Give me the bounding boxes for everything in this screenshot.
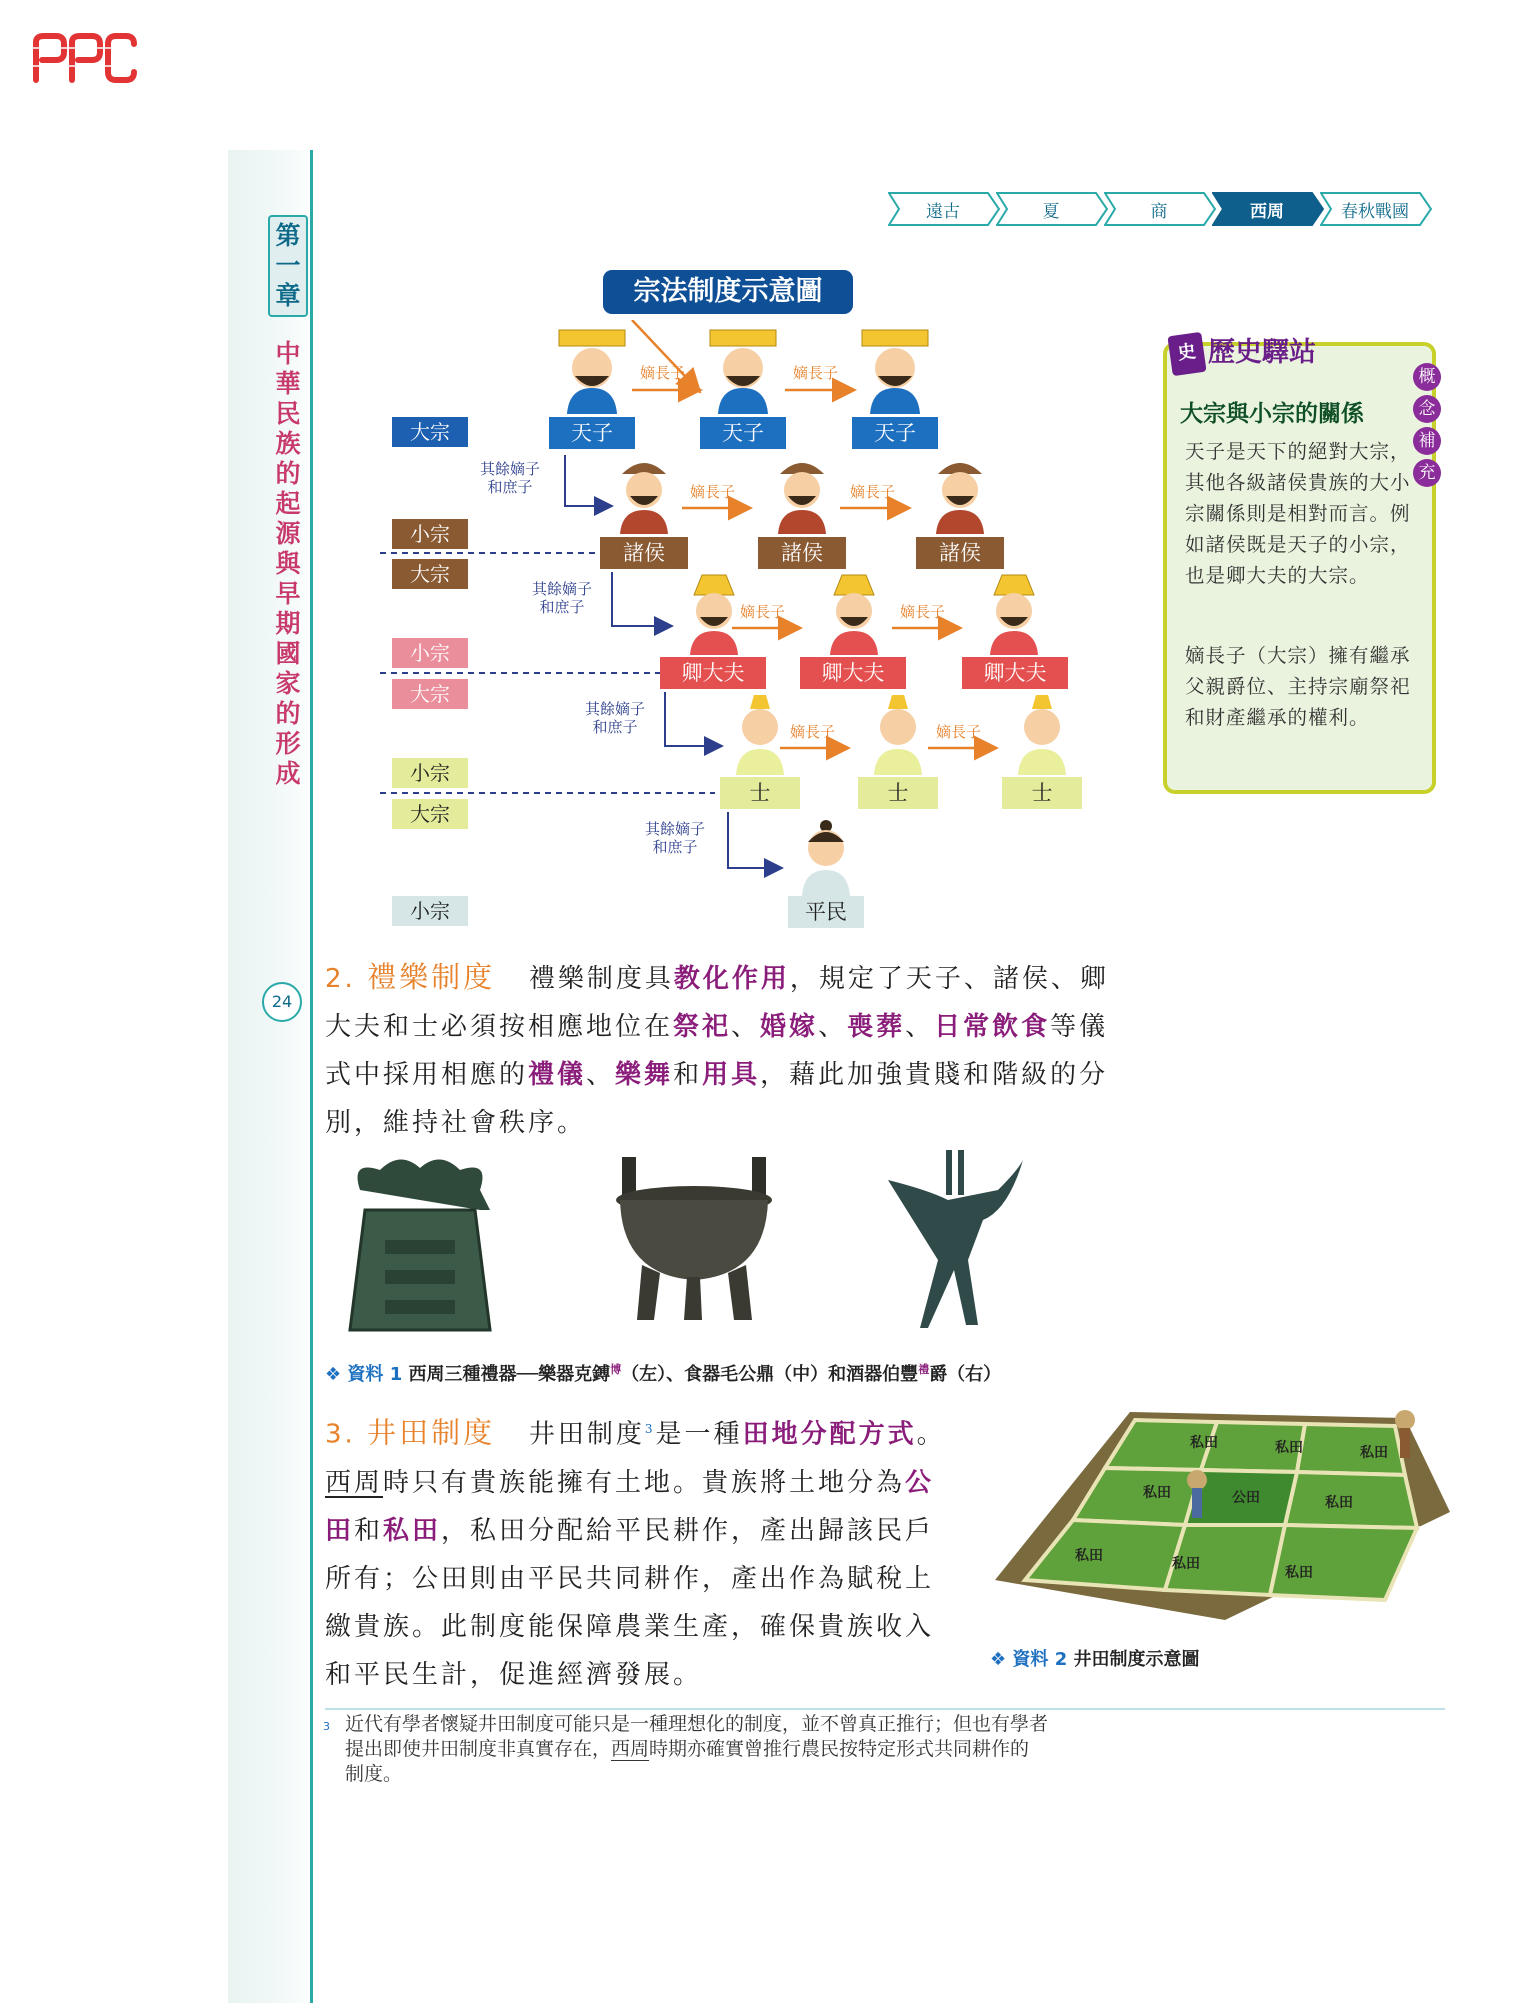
scholar-figure	[868, 695, 928, 775]
chapter-char: 期	[275, 609, 301, 638]
underlined-term: 西周	[611, 1738, 650, 1760]
text: 、	[586, 1060, 616, 1090]
timeline-label: 春秋戰國	[1341, 201, 1409, 222]
emperor-figure	[555, 328, 629, 414]
rank-label: 大宗	[392, 559, 468, 589]
keyword: 教化作用	[673, 964, 790, 994]
node-zhuhou: 諸侯	[758, 537, 846, 569]
node-qingdafu: 卿大夫	[660, 657, 766, 689]
chapter-char: 與	[275, 549, 301, 578]
node-qingdafu: 卿大夫	[962, 657, 1068, 689]
text-line	[325, 1003, 1145, 1051]
scholar-figure	[730, 695, 790, 775]
rank-label: 小宗	[392, 896, 468, 926]
node-shi: 士	[720, 777, 800, 809]
timeline-label: 西周	[1250, 201, 1284, 222]
node-tianzi: 天子	[700, 417, 786, 449]
chapter-char: 民	[275, 399, 301, 428]
keyword: 喪葬	[847, 1012, 906, 1042]
keyword: 日常飲食	[934, 1012, 1051, 1042]
footnote-divider	[325, 1708, 1445, 1710]
section-number: 3.	[325, 1419, 356, 1450]
text: 別，維持社會秩序。	[325, 1108, 587, 1138]
minister-figure	[682, 573, 746, 655]
minister-figure	[982, 573, 1046, 655]
text-line	[325, 1405, 965, 1459]
chapter-char: 第	[275, 221, 301, 250]
keyword: 婚嫁	[760, 1012, 819, 1042]
text: 所有；公田則由平民共同耕作，產出作為賦稅上	[325, 1563, 935, 1594]
emperor-figure	[858, 328, 932, 414]
other-sons-line: 其餘嫡子	[531, 580, 592, 598]
concept-tag-char: 充	[1413, 459, 1441, 487]
chapter-char: 早	[275, 579, 301, 608]
rank-label: 大宗	[392, 679, 468, 709]
section-well-field	[325, 1405, 965, 1699]
keyword: 私田	[383, 1515, 442, 1546]
section-number: 2.	[325, 964, 356, 994]
pronunciation-note: 博	[610, 1363, 622, 1376]
text: 時期亦確實曾推行農民按特定形式共同耕作的	[649, 1738, 1030, 1760]
text: 、	[731, 1012, 761, 1042]
source2-caption	[990, 1645, 1200, 1671]
chapter-char: 中	[275, 339, 301, 368]
diagram-title: 宗法制度示意圖	[603, 270, 853, 314]
public-field-label: 公田	[1232, 1490, 1260, 1506]
timeline-item-active[interactable]	[1212, 192, 1322, 226]
private-field-label: 私田	[1285, 1565, 1313, 1581]
timeline-item[interactable]	[996, 192, 1106, 226]
text: 、	[905, 1012, 935, 1042]
rank-label: 小宗	[392, 638, 468, 668]
pronunciation-note: 禮	[918, 1363, 930, 1376]
timeline-item[interactable]	[1320, 192, 1430, 226]
source-label: 資料 2	[1012, 1649, 1068, 1670]
text-line	[325, 1051, 1145, 1099]
eldest-son-label: 嫡長子	[740, 603, 786, 621]
feudal-lord-figure	[770, 452, 834, 534]
caption-text: （左）、食器毛公鼎（中）和酒器伯豐	[621, 1364, 919, 1385]
text: 大夫和士必須按相應地位在	[325, 1012, 674, 1042]
chapter-char: 起	[275, 489, 301, 518]
other-sons-line: 其餘嫡子	[644, 820, 705, 838]
chapter-title-vertical	[268, 215, 308, 789]
sidebox-paragraph: 嫡長子（大宗）擁有繼承父親爵位、主持宗廟祭祀和財產繼承的權利。	[1185, 644, 1411, 729]
private-field-label: 私田	[1360, 1445, 1388, 1461]
text-line	[325, 1651, 965, 1699]
section-ritual-music	[325, 953, 1145, 1147]
text-line	[325, 1555, 965, 1603]
concept-tag-char: 補	[1413, 427, 1441, 455]
node-tianzi: 天子	[852, 417, 938, 449]
timeline-item[interactable]	[888, 192, 998, 226]
sidebox-subtitle: 大宗與小宗的關係	[1180, 401, 1364, 427]
node-shi: 士	[858, 777, 938, 809]
other-sons-label	[575, 700, 655, 736]
bronze-jue-image	[888, 1150, 1028, 1330]
rank-label: 小宗	[392, 758, 468, 788]
bronze-bell-image	[340, 1150, 500, 1340]
eldest-son-label: 嫡長子	[793, 364, 839, 382]
other-sons-line: 和庶子	[592, 718, 638, 736]
caption-text: 爵（右）	[929, 1364, 1002, 1385]
private-field-label: 私田	[1143, 1485, 1171, 1501]
well-field-illustration	[985, 1400, 1455, 1625]
eldest-son-label: 嫡長子	[640, 364, 686, 382]
caption-text: 西周三種禮器──樂器克鎛	[408, 1364, 611, 1385]
other-sons-line: 和庶子	[539, 598, 585, 616]
rank-label: 大宗	[392, 417, 468, 447]
text: 、	[818, 1012, 848, 1042]
private-field-label: 私田	[1275, 1440, 1303, 1456]
text: 式中採用相應的	[325, 1060, 529, 1090]
feudal-lord-figure	[612, 452, 676, 534]
text: ，藉此加強貴賤和階級的分	[760, 1060, 1109, 1090]
node-tianzi: 天子	[549, 417, 635, 449]
caption-text: 井田制度示意圖	[1073, 1649, 1200, 1670]
text: 和平民生計，促進經濟發展。	[325, 1659, 703, 1690]
eldest-son-label: 嫡長子	[690, 483, 736, 501]
text-line	[325, 953, 1145, 1003]
node-pingmin: 平民	[788, 896, 864, 928]
private-field-label: 私田	[1075, 1548, 1103, 1564]
timeline-label: 遠古	[926, 201, 960, 222]
chapter-number	[268, 215, 308, 317]
bronze-ding-image	[612, 1155, 777, 1320]
emperor-figure	[706, 328, 780, 414]
minister-figure	[822, 573, 886, 655]
chapter-char: 成	[275, 759, 301, 788]
rank-label: 大宗	[392, 799, 468, 829]
chapter-char: 國	[275, 639, 301, 668]
other-sons-label	[635, 820, 715, 856]
text: 和	[673, 1060, 703, 1090]
chapter-char: 家	[275, 669, 301, 698]
other-sons-line: 和庶子	[652, 838, 698, 856]
keyword: 祭祀	[673, 1012, 732, 1042]
eldest-son-label: 嫡長子	[790, 723, 836, 741]
node-qingdafu: 卿大夫	[800, 657, 906, 689]
text: 提出即使井田制度非真實存在，	[345, 1738, 612, 1760]
footnote-line: 制度。	[345, 1763, 403, 1785]
keyword: 用具	[702, 1060, 761, 1090]
text-line	[325, 1099, 1145, 1147]
text: 等儀	[1050, 1012, 1109, 1042]
text: 。	[916, 1419, 946, 1450]
keyword: 禮儀	[528, 1060, 587, 1090]
private-field-label: 私田	[1190, 1435, 1218, 1451]
text: 繳貴族。此制度能保障農業生產，確保貴族收入	[325, 1611, 935, 1642]
other-sons-line: 其餘嫡子	[479, 460, 540, 478]
chapter-char: 形	[275, 729, 301, 758]
text: 和	[354, 1515, 384, 1546]
other-sons-line: 和庶子	[487, 478, 533, 496]
section-title: 井田制度	[367, 1415, 496, 1450]
chapter-char: 源	[275, 519, 301, 548]
publisher-logo	[30, 30, 140, 90]
text: ，規定了天子、諸侯、卿	[789, 964, 1109, 994]
rank-label: 小宗	[392, 519, 468, 549]
text-line	[325, 1459, 965, 1507]
text: 時只有貴族能擁有土地。貴族將土地分為	[383, 1467, 906, 1498]
feudal-lord-figure	[928, 452, 992, 534]
text-line	[325, 1603, 965, 1651]
footnote-number: 3	[323, 1720, 330, 1733]
chapter-char: 的	[275, 459, 301, 488]
node-zhuhou: 諸侯	[916, 537, 1004, 569]
other-sons-line: 其餘嫡子	[584, 700, 645, 718]
text: 井田制度	[528, 1419, 645, 1450]
private-field-label: 私田	[1325, 1495, 1353, 1511]
concept-tag-char: 概	[1413, 363, 1441, 391]
text: ，私田分配給平民耕作，產出歸該民戶	[441, 1515, 935, 1546]
diamond-icon: ❖	[325, 1364, 342, 1385]
keyword: 田地分配方式	[742, 1419, 917, 1450]
timeline-nav	[888, 192, 1428, 226]
private-field-label: 私田	[1172, 1556, 1200, 1572]
other-sons-label	[522, 580, 602, 616]
footnote-ref[interactable]: 3	[644, 1422, 656, 1436]
commoner-figure	[796, 818, 856, 896]
source-label: 資料 1	[347, 1364, 403, 1385]
chapter-char: 一	[275, 251, 301, 280]
keyword: 田	[325, 1515, 355, 1546]
footnote-line	[345, 1737, 1145, 1762]
text-line	[325, 1507, 965, 1555]
chapter-char: 華	[275, 369, 301, 398]
history-icon: 史	[1167, 332, 1206, 376]
footnote-line: 近代有學者懷疑井田制度可能只是一種理想化的制度，並不曾真正推行；但也有學者	[345, 1713, 1049, 1735]
node-zhuhou: 諸侯	[600, 537, 688, 569]
timeline-label: 夏	[1042, 201, 1060, 222]
keyword: 公	[905, 1467, 935, 1498]
sidebar-rule	[310, 150, 313, 2003]
chapter-char: 族	[275, 429, 301, 458]
page-number: 24	[262, 982, 302, 1022]
underlined-term: 西周	[325, 1467, 384, 1498]
text: 是一種	[655, 1419, 743, 1450]
chapter-char: 的	[275, 699, 301, 728]
source1-caption	[325, 1360, 1165, 1386]
timeline-label: 商	[1150, 201, 1168, 222]
scholar-figure	[1012, 695, 1072, 775]
other-sons-label	[470, 460, 550, 496]
eldest-son-label: 嫡長子	[936, 723, 982, 741]
section-title: 禮樂制度	[367, 960, 496, 994]
eldest-son-label: 嫡長子	[900, 603, 946, 621]
text: 禮樂制度具	[528, 964, 674, 994]
keyword: 樂舞	[615, 1060, 674, 1090]
sidebox-header: 歷史驛站	[1208, 337, 1316, 368]
footnote	[323, 1712, 1145, 1787]
concept-tag-char: 念	[1413, 395, 1441, 423]
timeline-item[interactable]	[1104, 192, 1214, 226]
chapter-char: 章	[275, 281, 301, 310]
eldest-son-label: 嫡長子	[850, 483, 896, 501]
diamond-icon: ❖	[990, 1649, 1007, 1670]
node-shi: 士	[1002, 777, 1082, 809]
sidebox-paragraph: 天子是天下的絕對大宗，其他各級諸侯貴族的大小宗關係則是相對而言。例如諸侯既是天子的小宗，也是卿大夫的大宗。	[1185, 440, 1411, 587]
